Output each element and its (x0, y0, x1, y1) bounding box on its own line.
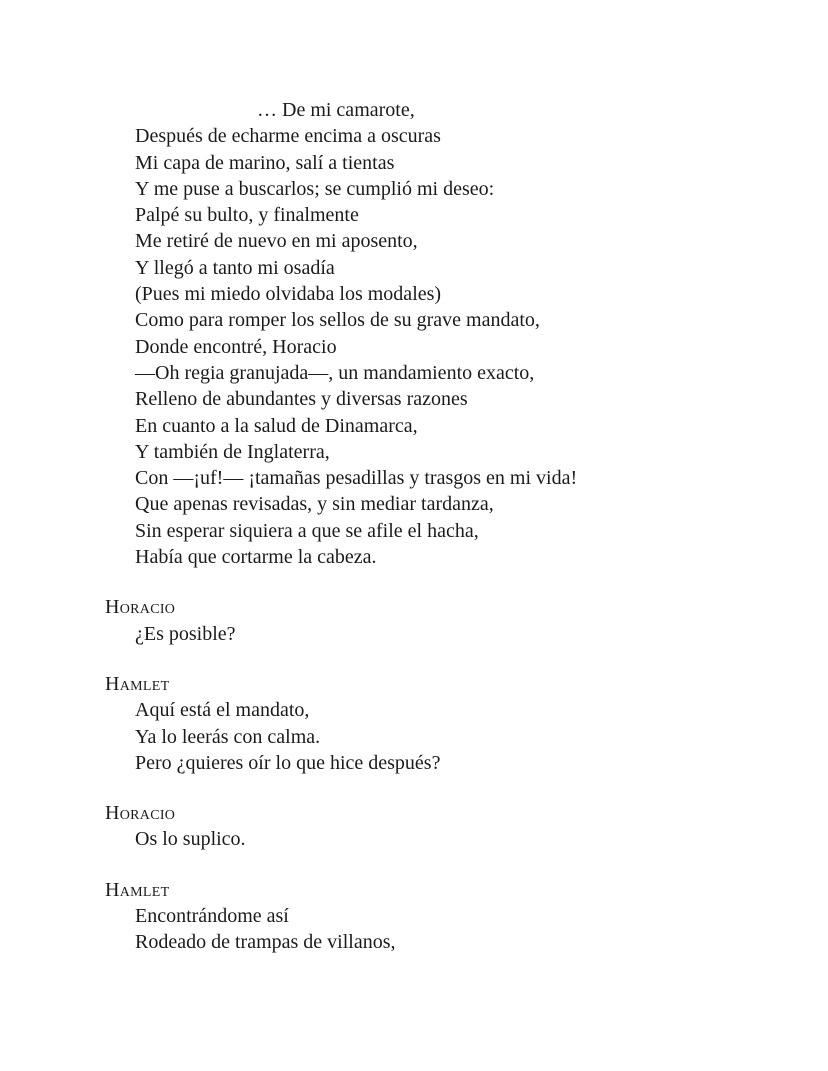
verse-line: —Oh regia granujada—, un mandamiento exacto, (135, 361, 535, 384)
verse-line: Aquí está el mandato, (135, 699, 310, 722)
text-column (105, 97, 725, 956)
verse-line: Me retiré de nuevo en mi aposento, (135, 230, 418, 253)
speaker-name: Hamlet (105, 672, 170, 695)
verse-line: (Pues mi miedo olvidaba los modales) (135, 283, 442, 306)
verse-line: Ya lo leerás con calma. (135, 725, 321, 748)
verse-line: Encontrándome así (135, 905, 289, 928)
verse-line: Había que cortarme la cabeza. (135, 546, 377, 569)
speech-block (105, 877, 725, 956)
verse-line: Y también de Inglaterra, (135, 440, 330, 463)
verse-line: ¿Es posible? (135, 622, 236, 645)
verse-line: Pero ¿quieres oír lo que hice después? (135, 751, 441, 774)
speaker-name: Hamlet (105, 878, 170, 901)
verse-line: Y llegó a tanto mi osadía (135, 256, 335, 279)
speech-block (105, 594, 725, 647)
speech-block (105, 800, 725, 853)
verse-line: Donde encontré, Horacio (135, 335, 337, 358)
verse-line: … De mi camarote, (257, 99, 415, 121)
verse-line: Que apenas revisadas, y sin mediar tardanza, (135, 493, 494, 516)
speech-block (105, 97, 725, 570)
verse-line: Rodeado de trampas de villanos, (135, 931, 396, 954)
verse-line: En cuanto a la salud de Dinamarca, (135, 414, 418, 437)
speaker-name: Horacio (105, 596, 176, 619)
verse-line: Relleno de abundantes y diversas razones (135, 388, 468, 411)
verse-line: Con —¡uf!— ¡tamañas pesadillas y trasgos en mi vida! (135, 467, 578, 490)
speaker-name: Horacio (105, 802, 176, 825)
verse-line: Palpé su bulto, y finalmente (135, 204, 359, 227)
speech-block (105, 671, 725, 776)
verse-line: Y me puse a buscarlos; se cumplió mi deseo: (135, 177, 495, 200)
verse-line: Después de echarme encima a oscuras (135, 125, 441, 148)
verse-line: Mi capa de marino, salí a tientas (135, 151, 395, 174)
verse-line: Os lo suplico. (135, 828, 246, 851)
verse-line: Sin esperar siquiera a que se afile el hacha, (135, 519, 479, 542)
verse-line: Como para romper los sellos de su grave mandato, (135, 309, 540, 332)
